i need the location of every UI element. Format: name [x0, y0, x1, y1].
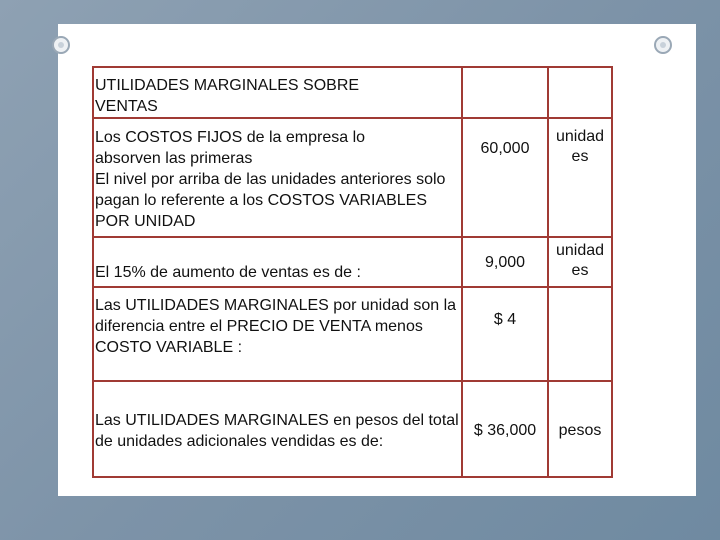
table-row — [93, 287, 612, 381]
unit-margin-value: $ 4 — [493, 311, 517, 328]
increase-unit-label: unidad es — [555, 242, 605, 279]
row-text-cell — [93, 287, 462, 381]
unit-cell — [548, 67, 612, 118]
total-margin-unit: pesos — [558, 422, 602, 439]
variable-costs-text: El nivel por arriba de las unidades anteriores solo pagan lo referente a los COSTOS VARIABLES POR UNIDAD — [95, 171, 446, 230]
table-row — [93, 237, 612, 287]
value-cell — [462, 237, 548, 287]
binder-ring-icon — [52, 36, 70, 54]
row-text-cell — [93, 118, 462, 237]
value-cell — [462, 67, 548, 118]
unit-cell — [548, 381, 612, 477]
row-text-cell — [93, 237, 462, 287]
unit-cell — [548, 287, 612, 381]
value-cell — [462, 287, 548, 381]
unit-cell — [548, 237, 612, 287]
row-text-cell — [93, 381, 462, 477]
value-cell — [462, 381, 548, 477]
unit-margin-text: Las UTILIDADES MARGINALES por unidad son la diferencia entre el PRECIO DE VENTA menos COSTO VARIABLE : — [95, 297, 457, 356]
sales-increase-text: El 15% de aumento de ventas es de : — [95, 264, 361, 281]
total-margin-text: Las UTILIDADES MARGINALES en pesos del total de unidades adicionales vendidas es de: — [95, 412, 459, 450]
row-heading-cell — [93, 67, 462, 118]
binder-ring-icon — [654, 36, 672, 54]
units-label: unidad es — [555, 128, 605, 165]
increase-value: 9,000 — [484, 254, 526, 271]
table-row — [93, 118, 612, 237]
table-row — [93, 381, 612, 477]
fixed-costs-text: Los COSTOS FIJOS de la empresa lo absorven las primeras — [95, 129, 366, 167]
utilities-table — [92, 66, 613, 478]
total-margin-value: $ 36,000 — [473, 422, 537, 439]
value-cell — [462, 118, 548, 237]
unit-cell — [548, 118, 612, 237]
table-row — [93, 67, 612, 118]
table-heading: UTILIDADES MARGINALES SOBRE VENTAS — [95, 77, 360, 115]
units-value: 60,000 — [480, 140, 530, 157]
